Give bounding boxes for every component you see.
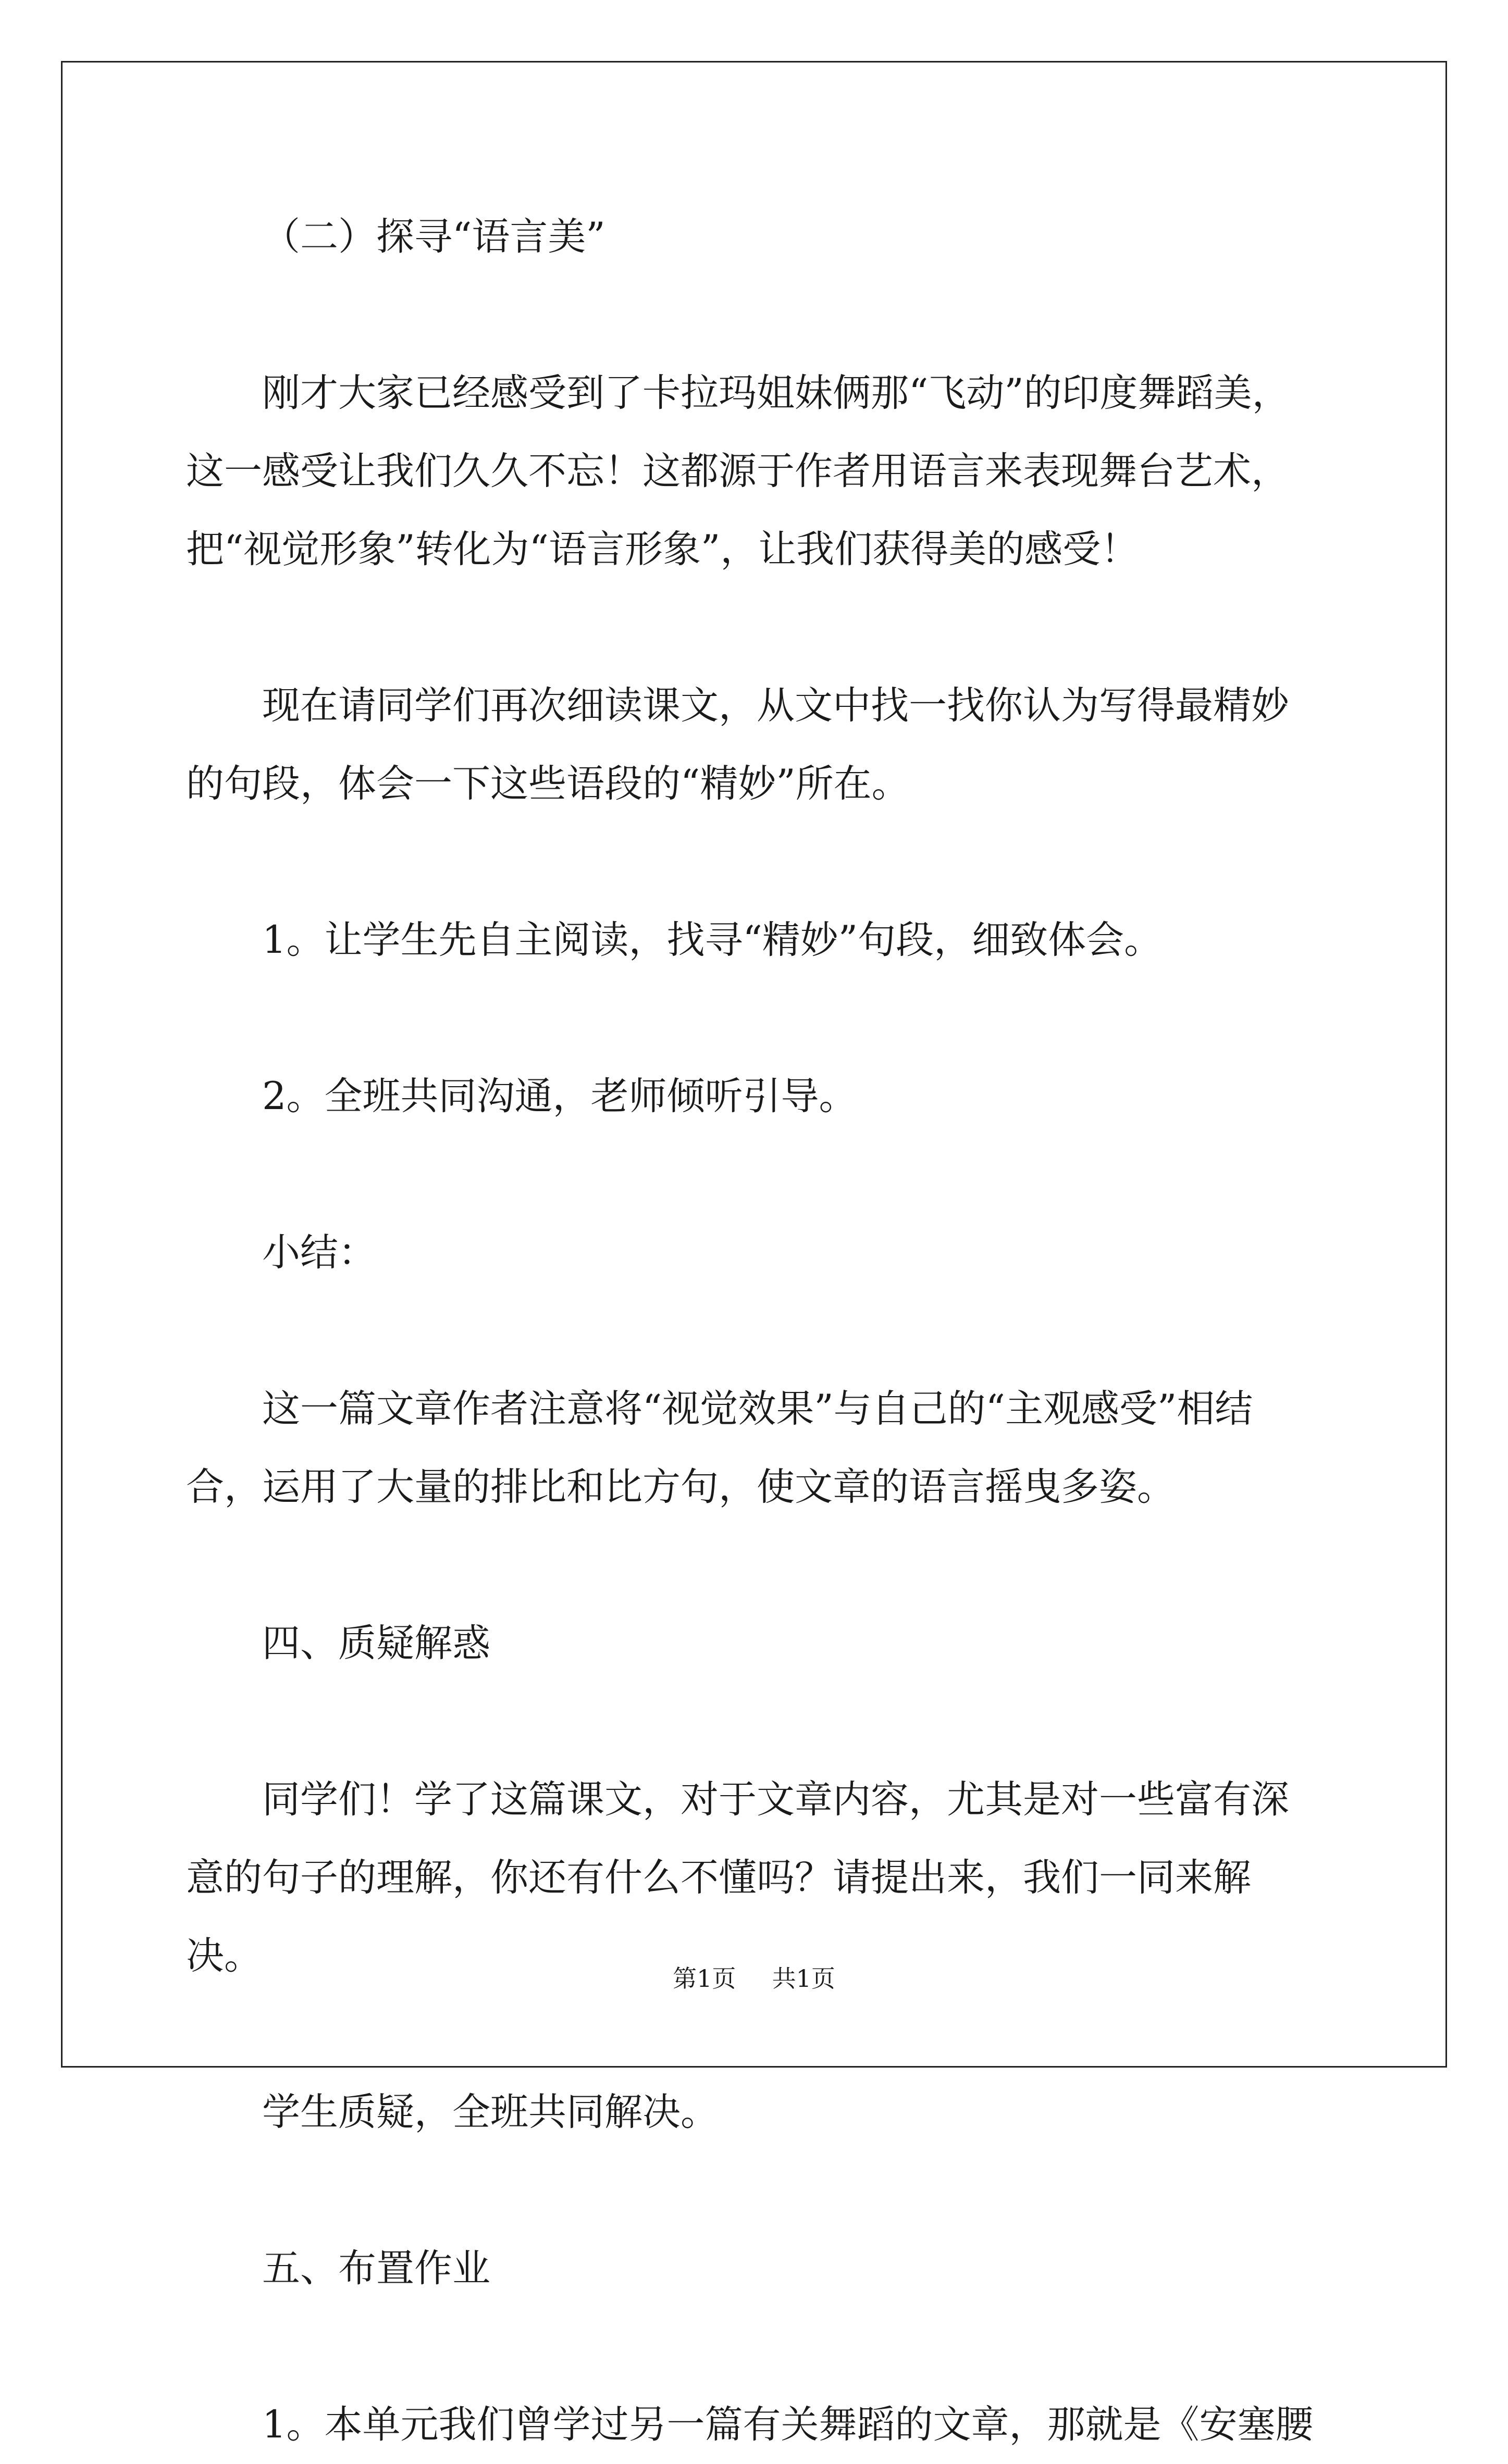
summary-label: 小结： — [262, 1230, 376, 1275]
document-body — [186, 198, 1325, 2464]
paragraph-dance-beauty: 刚才大家已经感受到了卡拉玛姐妹俩那“飞动”的印度舞蹈美，这一感受让我们久久不忘！这都源于作者用语言来表现舞台艺术，把“视觉形象”转化为“语言形象”，让我们获得美的感受！ — [186, 371, 1290, 571]
section-heading-explore-language: （二）探寻“语言美” — [262, 215, 605, 259]
paragraph-questions: 同学们！学了这篇课文，对于文章内容，尤其是对一些富有深意的句子的理解，你还有什么不懂吗？请提出来，我们一同来解决。 — [186, 1777, 1289, 1978]
page-number-current: 第1页 — [673, 1964, 736, 1993]
paragraph-spacer — [186, 2151, 1325, 2230]
page-footer — [0, 1963, 1508, 1994]
page-number-total: 共1页 — [772, 1964, 835, 1993]
paragraph-spacer — [186, 2308, 1325, 2386]
paragraph-spacer — [186, 823, 1325, 901]
paragraph-spacer — [186, 1995, 1325, 2073]
paragraph-spacer — [186, 589, 1325, 667]
paragraph-spacer — [186, 1292, 1325, 1370]
section-heading-homework: 五、布置作业 — [262, 2246, 490, 2291]
paragraph-summary: 这一篇文章作者注意将“视觉效果”与自己的“主观感受”相结合，运用了大量的排比和比方句，使文章的语言摇曳多姿。 — [186, 1387, 1253, 1509]
list-item-homework-1: 1。本单元我们曾学过另一篇有关舞蹈的文章，那就是《安塞腰 — [262, 2403, 1314, 2447]
paragraph-spacer — [186, 1136, 1325, 1214]
section-heading-questions: 四、质疑解惑 — [262, 1621, 490, 1665]
paragraph-students-questions: 学生质疑，全班共同解决。 — [262, 2090, 719, 2134]
paragraph-spacer — [186, 979, 1325, 1057]
paragraph-spacer — [186, 1526, 1325, 1604]
paragraph-spacer — [186, 276, 1325, 354]
list-item-step-2: 2。全班共同沟通，老师倾听引导。 — [262, 1074, 857, 1118]
paragraph-spacer — [186, 1683, 1325, 1761]
paragraph-reread-text: 现在请同学们再次细读课文，从文中找一找你认为写得最精妙的句段，体会一下这些语段的“精妙”所在。 — [186, 683, 1289, 806]
list-item-step-1: 1。让学生先自主阅读，找寻“精妙”句段，细致体会。 — [262, 918, 1163, 962]
